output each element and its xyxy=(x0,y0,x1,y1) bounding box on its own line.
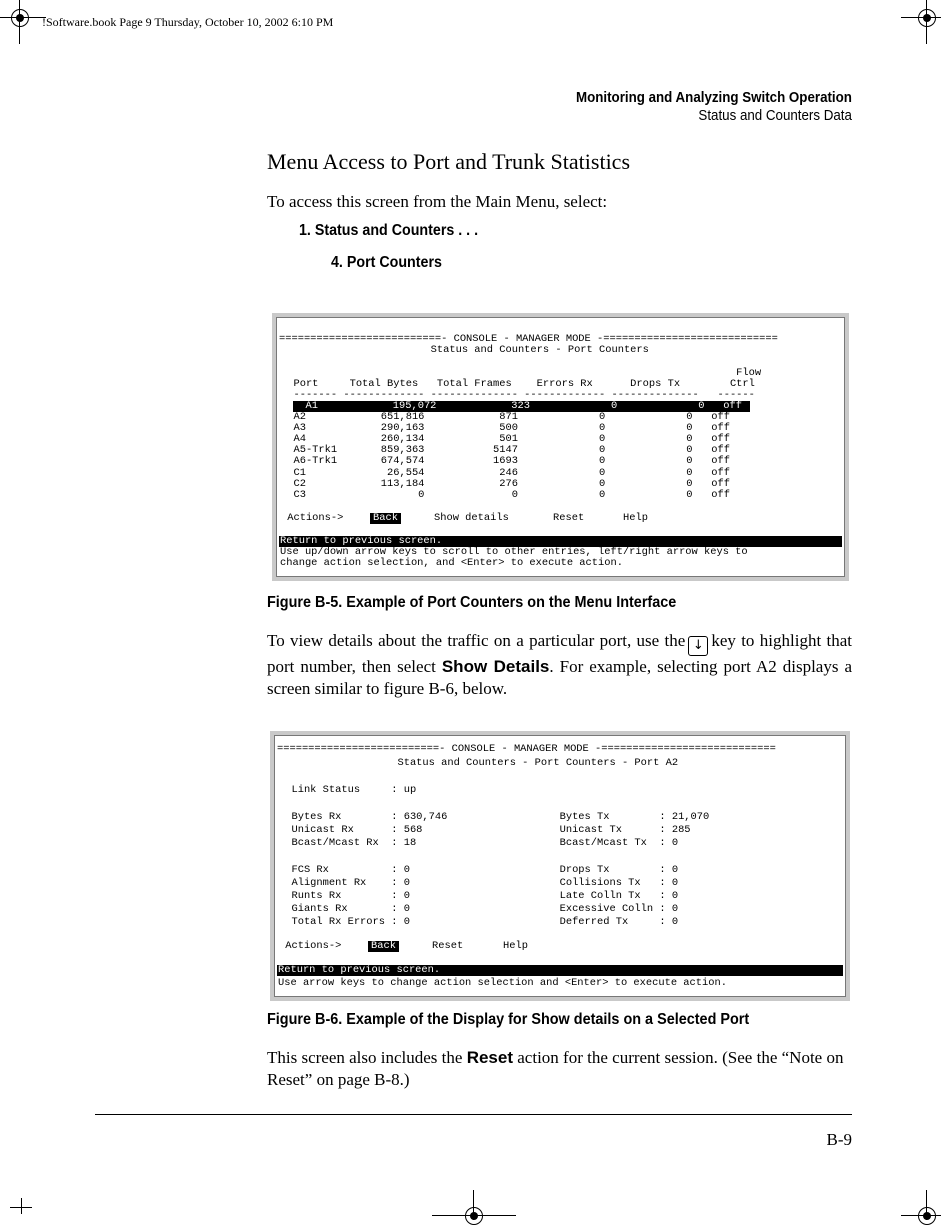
paragraph-text: This screen also includes the xyxy=(267,1048,463,1067)
paragraph-text: key to highlight that port number, then select xyxy=(267,631,852,676)
stats-row: FCS Rx : 0 Drops Tx : 0 xyxy=(279,864,679,876)
actions-label: Actions-> xyxy=(281,512,344,524)
port-details-screenshot xyxy=(270,731,850,1001)
crop-mark-bottom-left-vertical xyxy=(21,1198,22,1214)
show-details-action[interactable]: Show details xyxy=(434,512,509,524)
paragraph-text: To view details about the traffic on a particular port, use the xyxy=(267,631,686,650)
back-action[interactable]: Back xyxy=(368,941,399,952)
running-head xyxy=(552,89,852,125)
table-row[interactable]: A3 290,163 500 0 0 off xyxy=(281,422,730,434)
stats-row: Bytes Rx : 630,746 Bytes Tx : 21,070 xyxy=(279,811,710,823)
reset-term: Reset xyxy=(466,1048,514,1067)
paragraph-text: action for the current session. (See the “Note on Reset” on page B-8.) xyxy=(267,1048,844,1089)
back-action[interactable]: Back xyxy=(370,513,401,524)
console-banner: ==========================- CONSOLE - MANAGER MODE -============================ xyxy=(279,333,778,345)
stats-row: Runts Rx : 0 Late Colln Tx : 0 xyxy=(279,890,679,902)
help-action[interactable]: Help xyxy=(503,940,528,952)
stats-row: Alignment Rx : 0 Collisions Tx : 0 xyxy=(279,877,679,889)
book-slug: !Software.book Page 9 Thursday, October 10, 2002 6:10 PM xyxy=(42,15,334,29)
stats-row: Giants Rx : 0 Excessive Colln : 0 xyxy=(279,903,679,915)
column-headers: Port Total Bytes Total Frames Errors Rx Drops Tx Ctrl xyxy=(281,378,755,390)
table-row[interactable]: C2 113,184 276 0 0 off xyxy=(281,478,730,490)
help-line: Use arrow keys to change action selection and <Enter> to execute action. xyxy=(278,977,727,989)
down-arrow-key-icon: ↓ xyxy=(688,636,708,656)
stats-row: Total Rx Errors : 0 Deferred Tx : 0 xyxy=(279,916,679,928)
stats-row: Bcast/Mcast Rx : 18 Bcast/Mcast Tx : 0 xyxy=(279,837,679,849)
registration-mark-top-right xyxy=(915,6,939,30)
step-2: 4. Port Counters xyxy=(331,254,442,271)
status-bar: Return to previous screen. xyxy=(277,965,843,976)
table-row[interactable]: A2 651,816 871 0 0 off xyxy=(281,411,730,423)
stats-row: Unicast Rx : 568 Unicast Tx : 285 xyxy=(279,824,691,836)
screen-heading: Status and Counters - Port Counters - Port A2 xyxy=(279,757,679,769)
port-counters-screenshot xyxy=(272,313,849,581)
console-screen-details xyxy=(274,735,846,997)
status-bar: Return to previous screen. xyxy=(279,536,842,547)
screen-heading: Status and Counters - Port Counters xyxy=(281,344,649,356)
footer-rule xyxy=(95,1114,852,1115)
intro-paragraph: To access this screen from the Main Menu, select: xyxy=(267,192,608,211)
console-banner: ==========================- CONSOLE - MANAGER MODE -============================ xyxy=(277,743,776,755)
table-row[interactable]: A5-Trk1 859,363 5147 0 0 off xyxy=(281,444,730,456)
table-row[interactable]: A4 260,134 501 0 0 off xyxy=(281,433,730,445)
table-row[interactable]: C3 0 0 0 0 off xyxy=(281,489,730,501)
figure-b6-caption: Figure B-6. Example of the Display for Show details on a Selected Port xyxy=(267,1011,750,1028)
reset-action[interactable]: Reset xyxy=(432,940,464,952)
help-line-1: Use up/down arrow keys to scroll to other entries, left/right arrow keys to xyxy=(280,546,748,558)
console-screen xyxy=(276,317,845,577)
link-status-row: Link Status : up xyxy=(279,784,417,796)
paragraph-text: . For example, selecting port A2 displays a screen similar to figure B-6, below. xyxy=(267,657,852,698)
actions-label: Actions-> xyxy=(279,940,342,952)
registration-mark-bottom-right xyxy=(915,1204,939,1228)
page-number: B-9 xyxy=(826,1130,852,1149)
show-details-term: Show Details xyxy=(441,657,550,676)
reset-paragraph xyxy=(267,1047,852,1090)
table-row[interactable]: C1 26,554 246 0 0 off xyxy=(281,467,730,479)
registration-mark-bottom-center xyxy=(462,1204,486,1228)
help-line-2: change action selection, and <Enter> to execute action. xyxy=(280,557,623,569)
column-rules: ------- ------------- -------------- ------------- -------------- ------ xyxy=(281,389,755,401)
table-row[interactable]: A6-Trk1 674,574 1693 0 0 off xyxy=(281,455,730,467)
running-head-subtitle: Status and Counters Data xyxy=(698,108,852,124)
reset-action[interactable]: Reset xyxy=(553,512,585,524)
figure-b5-caption: Figure B-5. Example of Port Counters on the Menu Interface xyxy=(267,594,677,611)
flow-header: Flow xyxy=(281,367,762,379)
show-details-paragraph xyxy=(267,630,852,699)
running-head-title: Monitoring and Analyzing Switch Operation xyxy=(576,90,852,106)
section-title: Menu Access to Port and Trunk Statistics xyxy=(267,149,631,174)
step-1: 1. Status and Counters . . . xyxy=(299,222,479,239)
help-action[interactable]: Help xyxy=(623,512,648,524)
table-row-selected[interactable]: A1 195,072 323 0 0 off xyxy=(293,400,749,412)
registration-mark-top-left xyxy=(8,6,32,30)
